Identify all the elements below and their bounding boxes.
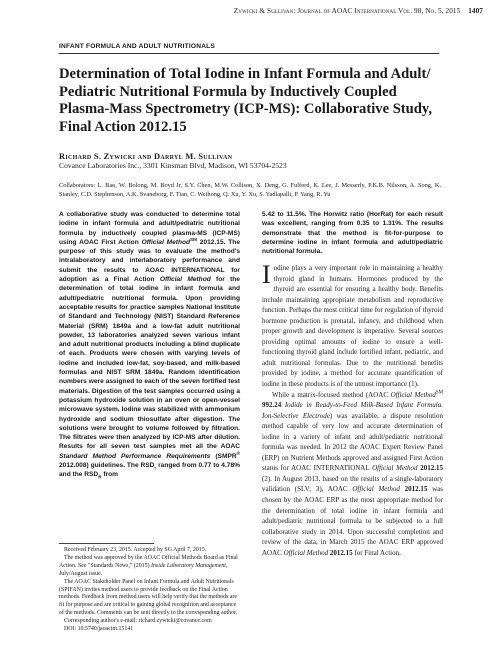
abstract-text: 2012.008) guidelines. The RSD [59,462,155,470]
drop-cap: I [262,260,271,289]
abstract-text: ranged from 0.77 to 4.78% and the RSD [59,462,240,479]
body-italic: Official Method [352,485,400,494]
body-bold: 992.24 [262,401,282,410]
section-label: INFANT FORMULA AND ADULT NUTRITIONALS [59,43,215,50]
collaborators: Collaborators: L. Bao, W. Bolong, M. Boyd Jr, S.Y. Chen, M.W. Collison, X. Deng, G. Fulford, K. Lee, J. Messerly, P.K.B. Nilsson, A. Song, K. Stanley, C.D. Stephenson, A.K. Svaneborg, F. Tian, C. Weihong, Q. Xu, Y. Xu, S. Yadlapalli, P. Yang, R. Yu [59,182,441,199]
footnote-rule [59,543,154,544]
abstract-italic: Official Method [159,276,211,284]
body-paragraph [262,390,443,559]
footnote-corresponding: Corresponding author's e-mail: richard.zywicki@covance.com [64,618,212,625]
abstract-column-right: 5.42 to 11.5%. The Horwitz ratio (HorRat) for each result was excellent, ranging from 0.35 to 1.31%. The results demonstrate that the method is fit-for-purpose to determine iodine in infant formula and adult/pediatric nutritional formula. [262,211,443,256]
page-number: 1407 [468,7,483,15]
abstract-text: 2012.15. The purpose of this study was to evaluate the method's intralaboratory and interlaboratory performance and submit the results to AOAC INTERNATIONAL for adoption as a Final Action [59,238,240,284]
body-bold: 2012.15 [399,485,428,494]
body-sup: SM [435,390,443,396]
abstract-sup: SM [190,236,197,242]
footnote-received: Received February 23, 2015. Accepted by SG April 7, 2015. [64,547,207,553]
body-text: ) was available, a dispute resolution method capable of very low and accurate determination of iodine in a variety of infant and adult/pediatric nutritional formula was needed. In 2012 the AOAC Expert Review Panel (ERP) on Nutrient Methods approved and assigned First Action status for AOAC INTERNATIONAL [262,411,443,473]
running-head-journal: Zywicki & Sullivan: Journal of AOAC International Vol. 98, No. 5, 2015 [233,7,461,15]
body-italic: Iodide in Ready-to-Feed Milk-Based Infant Formula. Ion-Selective Electrode [262,401,443,420]
body-text: was chosen by the AOAC ERP as the most appropriate method for the determination of total iodine in infant formula and adult/pediatric nutritional formula to be subjected to a full collaborative study in 2014. Upon successful completion and review of the data, in March 2015 the AOAC ERP approved AOAC [262,485,443,557]
body-text: While a matrix-focused method (AOAC [272,390,391,399]
section-rule [59,53,439,54]
footnotes [59,547,240,634]
abstract-sup: ® [236,450,241,456]
body-text: (2). In August 2013, based on the results of a single-laboratory validation (SLV; 3), AOAC [262,474,443,494]
footnote-approved [59,555,240,579]
intro-paragraph [262,260,443,390]
body-italic: Official Method [390,390,436,399]
body-text: odine plays a very important role in maintaining a healthy thyroid gland in humans. Hormones produced by the thyroid are essential for ensuring a healthy body. Benefits include maintaining appropriate metabolism and reproductive function. Perhaps the most critical time for regulation of thyroid hormone production is prenatal, infancy, and childhood when proper growth and development is imperative. Several sources providing optimal amounts of iodine to ensure a well-functioning thyroid gland include fortified infant, pediatric, and adult nutritional formulas. Due to the nutritional benefits provided by iodine, a method for accurate quantification of iodine in these products is of the utmost importance (1). [262,264,443,389]
article-title: Determination of Total Iodine in Infant Formula and Adult/ Pediatric Nutritional Formula by Inductively Coupled Plasma-Mass Spectrometry (ICP-MS): Collaborative Study, Final Action 2012.15 [59,66,433,135]
abstract-column-left [59,210,240,480]
affiliation: Covance Laboratories Inc., 3301 Kinsman Blvd, Madison, WI 53704-2523 [59,161,287,170]
abstract-sub: r [154,465,157,471]
body-text: for Final Action. [352,548,401,557]
abstract-sub: R [98,474,102,480]
abstract-text: (SMPR [210,452,237,460]
body-bold: 2012.15 [417,464,443,473]
abstract-text: for the determination of total iodine in infant formula and adult/pediatric nutritional formula. Upon providing acceptable results for practice samples National Institute of Standard and Technology (NIST) Standard Reference Material (SRM) 1849a and a low-fat adult nutritional powder, 13 laboratories analyzed seven various infant and adult nutritional products including a blind duplicate of each. Products were chosen with varying levels of iodine and included low-fat, soy-based, and milk-based formulas and NIST SRM 1849a. Random identification numbers were assigned to each of the seven fortified test materials. Digestion of the test samples occurred using a potassium hydroxide solution in an oven or open-vessel microwave system. Iodine was stabilized with ammonium hydroxide and sodium thiosulfate after digestion. The solutions were brought to volume followed by filtration. The filtrates were then analyzed by ICP-MS after dilution. Results for all seven test samples met all the AOAC [59,276,240,451]
body-column [262,260,443,558]
abstract-text: from [101,471,119,479]
running-head [0,7,483,15]
abstract-italic: Standard Method Performance Requirements [59,452,211,460]
footnote-text: , July/August issue. [59,562,228,577]
abstract-italic: Official Method [141,238,191,246]
abstract-text: A collaborative study was conducted to determine total iodine in infant formula and adult/pediatric nutritional formula by inductively coupled plasma-MS (ICP-MS) using AOAC First Action [59,211,240,246]
body-bold: 2012.15 [328,548,353,557]
footnote-doi: DOI: 10.5740/jaoacint.15141 [64,626,134,633]
footnote-text: The method was approved by the AOAC Official Methods Board as Final Action. See "Standards News," (2015) [59,554,238,569]
footnote-italic: Inside Laboratory Management [151,562,226,569]
body-italic: Official Method [372,464,418,473]
authors: Richard S. Zywicki and Darryl M. Sullivan [59,152,233,161]
body-italic: Official Method [283,548,329,557]
footnote-spifan: The AOAC Stakeholder Panel on Infant Formula and Adult Nutritionals (SPIFAN) invites method users to provide feedback on the Final Action methods. Feedback from method users will help verify that the methods are fit for purpose and are critical to gaining global recognition and acceptance of the methods. Comments can be sent directly to the corresponding author. [59,578,238,617]
